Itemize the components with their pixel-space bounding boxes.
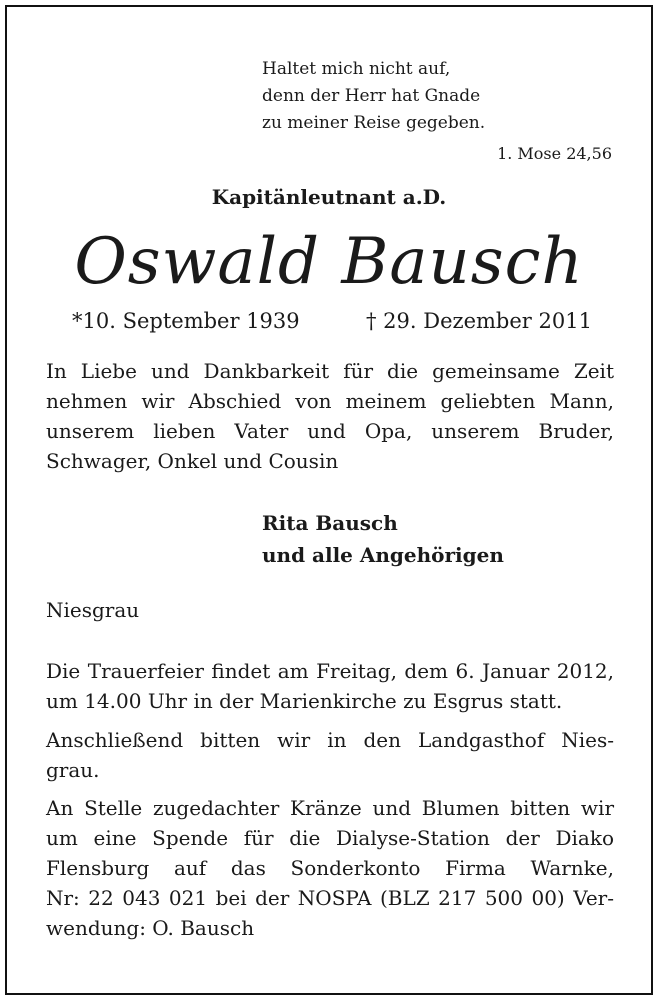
signers-block — [262, 507, 504, 571]
farewell-line: nehmen wir Abschied von meinem geliebten Mann, — [46, 389, 614, 413]
donation-paragraph — [46, 793, 614, 943]
epigraph-verse — [262, 56, 485, 137]
service-line: um 14.00 Uhr in der Marienkirche zu Esgrus statt. — [46, 689, 563, 713]
donation-line: Flensburg auf das Sonderkonto Firma Warnke, — [46, 856, 614, 880]
death-date: † 29. Dezember 2011 — [366, 309, 592, 333]
reception-line: grau. — [46, 758, 100, 782]
deceased-name: Oswald Bausch — [74, 225, 584, 299]
epigraph-line: denn der Herr hat Gnade — [262, 86, 481, 106]
signer-line: und alle Angehörigen — [262, 543, 504, 567]
farewell-paragraph — [46, 356, 614, 476]
farewell-line: Schwager, Onkel und Cousin — [46, 449, 339, 473]
donation-line: An Stelle zugedachter Kränze und Blumen bitten wir — [46, 796, 614, 820]
donation-line: um eine Spende für die Dialyse-Station der Diako — [46, 826, 614, 850]
farewell-line: unserem lieben Vater und Opa, unserem Bruder, — [46, 419, 614, 443]
epigraph-line: zu meiner Reise gegeben. — [262, 113, 486, 133]
service-paragraph — [46, 656, 614, 716]
signer-line: Rita Bausch — [262, 511, 398, 535]
reception-line: Anschließend bitten wir in den Landgasthof Nies- — [46, 728, 614, 752]
epigraph-line: Haltet mich nicht auf, — [262, 59, 451, 79]
donation-line: wendung: O. Bausch — [46, 916, 255, 940]
service-line: Die Trauerfeier findet am Freitag, dem 6. Januar 2012, — [46, 659, 614, 683]
reception-paragraph — [46, 725, 614, 785]
farewell-line: In Liebe und Dankbarkeit für die gemeinsame Zeit — [46, 359, 614, 383]
birth-date: *10. September 1939 — [72, 309, 300, 333]
deceased-rank: Kapitänleutnant a.D. — [211, 185, 447, 209]
donation-line: Nr: 22 043 021 bei der NOSPA (BLZ 217 500 00) Ver- — [46, 886, 614, 910]
place-name: Niesgrau — [46, 598, 140, 622]
epigraph-citation: 1. Mose 24,56 — [497, 144, 612, 163]
